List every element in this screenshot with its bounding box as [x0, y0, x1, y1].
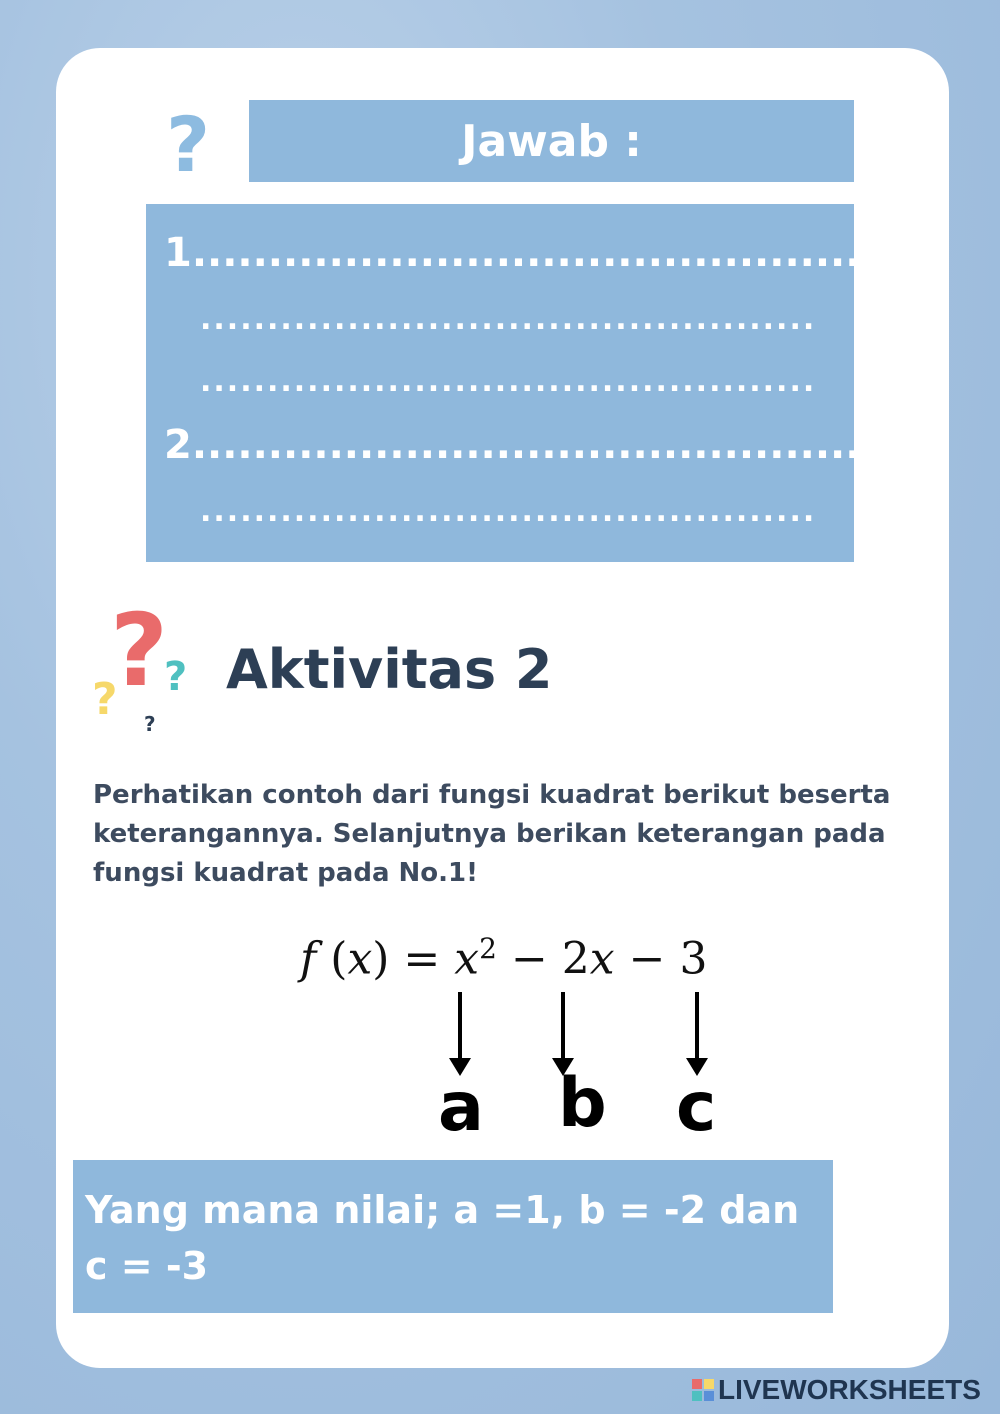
activity-title: Aktivitas 2: [226, 638, 553, 701]
answer-line-4[interactable]: 2.............................................: [164, 422, 876, 468]
answer-box[interactable]: [146, 204, 876, 562]
activity-instruction: Perhatikan contoh dari fungsi kuadrat berikut beserta keterangannya. Selanjutnya berikan keterangan pada fungsi kuadrat pada No.1!: [93, 780, 891, 888]
answer-line-5[interactable]: ..............................................: [200, 494, 817, 529]
result-line-1: Yang mana nilai; a =1, b = -2 dan: [85, 1188, 800, 1232]
watermark-text: LIVEWORKSHEETS: [718, 1374, 981, 1405]
arrow-a-icon: [458, 992, 462, 1062]
answer-header: [249, 100, 854, 182]
liveworksheets-logo: [692, 1374, 981, 1406]
coefficient-c: c: [676, 1068, 717, 1147]
answer-line-2[interactable]: ..............................................: [200, 302, 817, 337]
question-mark-icon: ?: [166, 100, 211, 189]
answer-header-title: Jawab :: [461, 115, 642, 167]
arrow-c-icon: [695, 992, 699, 1062]
arrow-b-icon: [561, 992, 565, 1062]
quadratic-formula: f $(x) = x^2 - 2x - 3$: [300, 932, 708, 985]
coefficient-a: a: [438, 1068, 484, 1147]
result-box: [73, 1160, 833, 1313]
question-marks-icon: ? ? ? ?: [92, 592, 188, 736]
coefficient-b: b: [558, 1064, 607, 1143]
result-line-2: c = -3: [85, 1244, 209, 1288]
answer-line-1[interactable]: 1.............................................: [164, 230, 876, 276]
liveworksheets-icon: [692, 1379, 714, 1401]
answer-line-3[interactable]: ..............................................: [200, 364, 817, 399]
